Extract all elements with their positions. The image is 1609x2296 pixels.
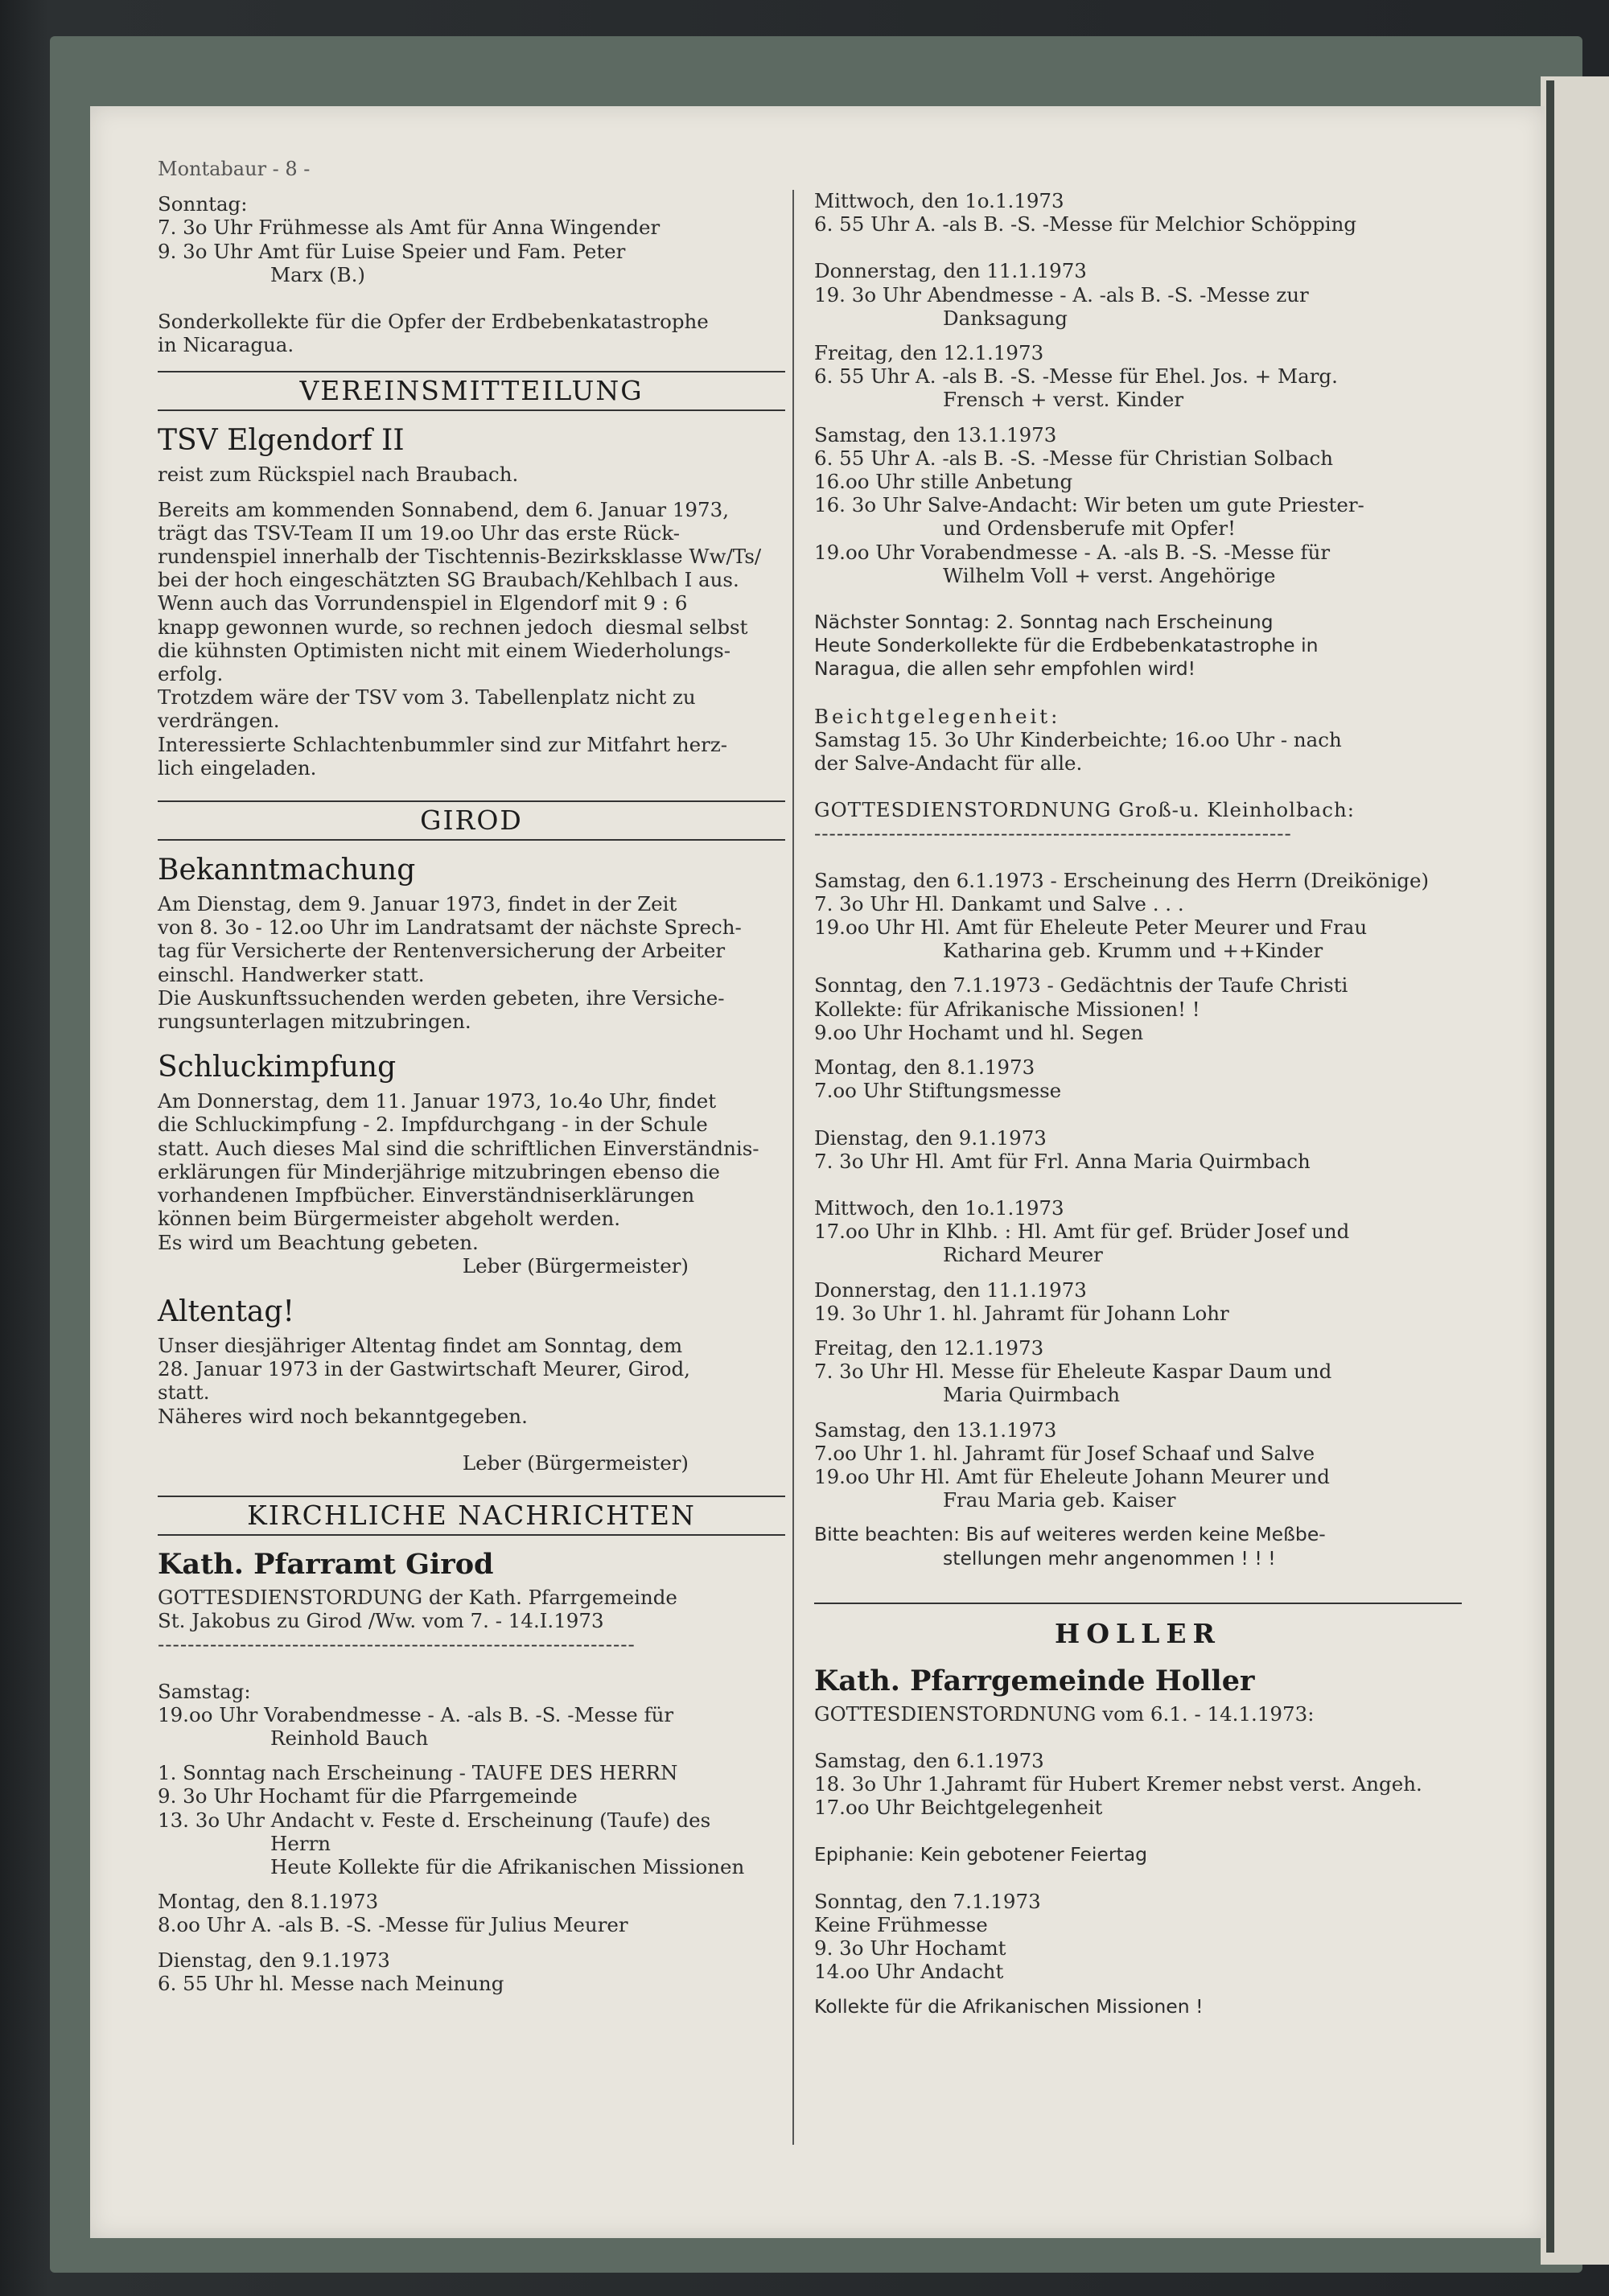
- text-line: Am Donnerstag, dem 11. Januar 1973, 1o.4o Uhr, findet: [158, 1089, 717, 1113]
- altentag-article: [158, 1334, 785, 1475]
- text-line: 19.oo Uhr Vorabendmesse - A. -als B. -S. -Messe für: [158, 1702, 674, 1726]
- article-heading: Kath. Pfarramt Girod: [158, 1547, 494, 1581]
- beicht-label: Beichtgelegenheit:: [814, 704, 1061, 728]
- text-line: können beim Bürgermeister abgeholt werden.: [158, 1207, 621, 1231]
- text-line: Kollekte: für Afrikanische Missionen! !: [814, 997, 1200, 1021]
- text-line: 28. Januar 1973 in der Gastwirtschaft Meurer, Girod,: [158, 1357, 690, 1381]
- text-line: Nächster Sonntag: 2. Sonntag nach Erscheinung: [814, 611, 1274, 634]
- text-line: Freitag, den 12.1.1973: [814, 1335, 1044, 1360]
- text-line: Wilhelm Voll + verst. Angehörige: [943, 563, 1276, 587]
- text-line: Sonderkollekte für die Opfer der Erdbebenkatastrophe: [158, 310, 709, 334]
- text-line: Katharina geb. Krumm und ++Kinder: [943, 939, 1323, 963]
- text-line: die kühnsten Optimisten nicht mit einem Wiederholungs-: [158, 638, 730, 662]
- text-line: 7. 3o Uhr Hl. Amt für Frl. Anna Maria Quirmbach: [814, 1149, 1311, 1173]
- text-line: Epiphanie: Kein gebotener Feiertag: [814, 1842, 1148, 1866]
- text-line: 6. 55 Uhr A. -als B. -S. -Messe für Christian Solbach: [814, 446, 1334, 470]
- signature: Leber (Bürgermeister): [462, 1253, 689, 1278]
- text-line: statt.: [158, 1380, 210, 1405]
- text-line: Wenn auch das Vorrundenspiel in Elgendorf mit 9 : 6: [158, 591, 688, 615]
- article-heading: Altentag!: [158, 1294, 294, 1328]
- girod-gottesdienst: [158, 1586, 785, 1995]
- text-line: bei der hoch eingeschätzten SG Braubach/Kehlbach I aus.: [158, 568, 739, 592]
- left-column: [158, 158, 785, 1995]
- text-line: erfolg.: [158, 662, 224, 686]
- vereins-article: [158, 463, 785, 780]
- text-line: 16. 3o Uhr Salve-Andacht: Wir beten um gute Priester-: [814, 493, 1364, 517]
- article-heading: Kath. Pfarrgemeinde Holler: [814, 1664, 1255, 1697]
- text-line: Sonntag, den 7.1.1973 - Gedächtnis der Taufe Christi: [814, 973, 1348, 998]
- text-line: trägt das TSV-Team II um 19.oo Uhr das erste Rück-: [158, 521, 680, 545]
- text-line: Trotzdem wäre der TSV vom 3. Tabellenplatz nicht zu: [158, 685, 696, 710]
- text-line: Montag, den 8.1.1973: [158, 1890, 379, 1914]
- text-line: Bereits am kommenden Sonnabend, dem 6. Januar 1973,: [158, 497, 729, 521]
- text-line: 9.oo Uhr Hochamt und hl. Segen: [814, 1020, 1144, 1044]
- text-line: von 8. 3o - 12.oo Uhr im Landratsamt der nächste Sprech-: [158, 916, 742, 940]
- text-line: Dienstag, den 9.1.1973: [814, 1125, 1047, 1150]
- article-heading: Schluckimpfung: [158, 1051, 397, 1084]
- text-line: Montag, den 8.1.1973: [814, 1055, 1035, 1080]
- right-column: [814, 189, 1462, 2018]
- text-line: rungsunterlagen mitzubringen.: [158, 1010, 471, 1034]
- text-line: Unser diesjähriger Altentag findet am Sonntag, dem: [158, 1333, 683, 1357]
- text-line: 19.oo Uhr Hl. Amt für Eheleute Johann Meurer und: [814, 1464, 1330, 1488]
- text-line: Samstag, den 6.1.1973 - Erscheinung des Herrn (Dreikönige): [814, 868, 1430, 892]
- text-line: Mittwoch, den 1o.1.1973: [814, 1195, 1064, 1220]
- text-line: reist zum Rückspiel nach Braubach.: [158, 463, 519, 487]
- text-line: Sonntag, den 7.1.1973: [814, 1889, 1041, 1913]
- text-line: Es wird um Beachtung gebeten.: [158, 1230, 479, 1254]
- text-line: knapp gewonnen wurde, so rechnen jedoch diesmal selbst: [158, 615, 748, 639]
- dashed-rule: ----------------------------------------------------------------: [158, 1632, 636, 1656]
- gross-kleinholbach-heading: GOTTESDIENSTORDNUNG Groß-u. Kleinholbach:: [814, 798, 1355, 822]
- text-line: einschl. Handwerker statt.: [158, 962, 425, 986]
- text-line: 7.oo Uhr 1. hl. Jahramt für Josef Schaaf und Salve: [814, 1441, 1315, 1465]
- text-line: 19.oo Uhr Vorabendmesse - A. -als B. -S. -Messe für: [814, 540, 1331, 564]
- text-line: Herrn: [270, 1831, 331, 1855]
- text-line: lich eingeladen.: [158, 755, 317, 780]
- rule: [814, 1603, 1462, 1604]
- text-line: 16.oo Uhr stille Anbetung: [814, 470, 1073, 494]
- intro-block: [158, 192, 785, 356]
- section-title-girod: GIROD: [158, 800, 785, 841]
- notice-line: Bitte beachten: Bis auf weiteres werden keine Meßbe-: [814, 1523, 1326, 1546]
- text-line: Sonntag:: [158, 192, 248, 216]
- text-line: 1. Sonntag nach Erscheinung - TAUFE DES HERRN: [158, 1761, 678, 1785]
- text-line: 7. 3o Uhr Hl. Messe für Eheleute Kaspar Daum und: [814, 1360, 1332, 1384]
- binding-gutter: [1546, 80, 1554, 2253]
- text-line: 17.oo Uhr in Klhb. : Hl. Amt für gef. Brüder Josef und: [814, 1220, 1350, 1244]
- text-line: Näheres wird noch bekanntgegeben.: [158, 1404, 528, 1428]
- signature: Leber (Bürgermeister): [462, 1450, 689, 1475]
- text-line: Richard Meurer: [943, 1243, 1103, 1267]
- text-line: Heute Sonderkollekte für die Erdbebenkatastrophe in: [814, 634, 1319, 657]
- text-line: 19.oo Uhr Hl. Amt für Eheleute Peter Meurer und Frau: [814, 916, 1368, 940]
- running-head: Montabaur - 8 -: [158, 158, 311, 180]
- text-line: Interessierte Schlachtenbummler sind zur Mitfahrt herz-: [158, 732, 728, 756]
- text-line: 9. 3o Uhr Amt für Luise Speier und Fam. Peter: [158, 239, 626, 263]
- text-line: statt. Auch dieses Mal sind die schriftlichen Einverständnis-: [158, 1136, 759, 1160]
- text-line: Dienstag, den 9.1.1973: [158, 1948, 390, 1972]
- text-line: 6. 55 Uhr A. -als B. -S. -Messe für Ehel. Jos. + Marg.: [814, 364, 1338, 389]
- text-line: in Nicaragua.: [158, 333, 294, 357]
- bekanntmachung-article: [158, 892, 785, 1033]
- text-line: Danksagung: [943, 306, 1068, 330]
- text-line: Samstag, den 6.1.1973: [814, 1748, 1044, 1772]
- text-line: Reinhold Bauch: [270, 1726, 429, 1750]
- text-line: 7. 3o Uhr Hl. Dankamt und Salve . . .: [814, 891, 1184, 916]
- text-line: 17.oo Uhr Beichtgelegenheit: [814, 1796, 1103, 1820]
- text-line: 7.oo Uhr Stiftungsmesse: [814, 1079, 1062, 1103]
- text-line: GOTTESDIENSTORDNUNG vom 6.1. - 14.1.1973:: [814, 1701, 1315, 1726]
- text-line: Kollekte für die Afrikanischen Missionen !: [814, 1994, 1204, 2018]
- text-line: 13. 3o Uhr Andacht v. Feste d. Erscheinung (Taufe) des: [158, 1808, 711, 1832]
- dashed-rule: ----------------------------------------------------------------: [814, 821, 1292, 846]
- text-line: Samstag, den 13.1.1973: [814, 422, 1057, 446]
- text-line: 18. 3o Uhr 1.Jahramt für Hubert Kremer nebst verst. Angeh.: [814, 1772, 1422, 1796]
- text-line: rundenspiel innerhalb der Tischtennis-Bezirksklasse Ww/Ts/: [158, 545, 762, 569]
- text-line: GOTTESDIENSTORDUNG der Kath. Pfarrgemeinde: [158, 1585, 677, 1609]
- text-line: 7. 3o Uhr Frühmesse als Amt für Anna Wingender: [158, 216, 660, 240]
- text-line: Freitag, den 12.1.1973: [814, 341, 1044, 365]
- text-line: erklärungen für Minderjährige mitzubringen ebenso die: [158, 1159, 720, 1183]
- section-title-vereinsmitteilung: VEREINSMITTEILUNG: [158, 371, 785, 411]
- text-line: Keine Frühmesse: [814, 1912, 988, 1936]
- text-line: Mittwoch, den 1o.1.1973: [814, 189, 1064, 212]
- text-line: Maria Quirmbach: [943, 1383, 1121, 1407]
- column-divider: [792, 190, 794, 2145]
- text-line: 19. 3o Uhr Abendmesse - A. -als B. -S. -Messe zur: [814, 282, 1309, 307]
- text-line: St. Jakobus zu Girod /Ww. vom 7. - 14.I.1973: [158, 1609, 604, 1633]
- text-line: Samstag:: [158, 1679, 251, 1703]
- text-line: 14.oo Uhr Andacht: [814, 1960, 1004, 1984]
- text-line: 19. 3o Uhr 1. hl. Jahramt für Johann Lohr: [814, 1301, 1229, 1325]
- text-line: Samstag, den 13.1.1973: [814, 1418, 1057, 1442]
- article-heading: TSV Elgendorf II: [158, 424, 405, 458]
- text-line: tag für Versicherte der Rentenversicherung der Arbeiter: [158, 939, 726, 963]
- text-line: Donnerstag, den 11.1.1973: [814, 1278, 1087, 1302]
- text-line: Am Dienstag, dem 9. Januar 1973, findet in der Zeit: [158, 892, 677, 916]
- text-line: Frensch + verst. Kinder: [943, 388, 1184, 412]
- text-line: 6. 55 Uhr A. -als B. -S. -Messe für Melchior Schöpping: [814, 212, 1357, 237]
- text-line: Marx (B.): [270, 262, 365, 286]
- text-line: 9. 3o Uhr Hochamt für die Pfarrgemeinde: [158, 1784, 578, 1808]
- text-line: verdrängen.: [158, 709, 280, 733]
- text-line: 8.oo Uhr A. -als B. -S. -Messe für Julius Meurer: [158, 1913, 628, 1937]
- section-title-kirchliche-nachrichten: KIRCHLICHE NACHRICHTEN: [158, 1496, 785, 1536]
- text-line: 9. 3o Uhr Hochamt: [814, 1936, 1006, 1961]
- text-line: und Ordensberufe mit Opfer!: [943, 516, 1236, 541]
- text-line: Die Auskunftssuchenden werden gebeten, ihre Versiche-: [158, 985, 725, 1010]
- text-line: die Schluckimpfung - 2. Impfdurchgang - in der Schule: [158, 1113, 708, 1137]
- article-heading: Bekanntmachung: [158, 854, 416, 887]
- text-line: Donnerstag, den 11.1.1973: [814, 259, 1087, 283]
- text-line: 6. 55 Uhr hl. Messe nach Meinung: [158, 1971, 504, 1995]
- section-title-holler: HOLLER: [1055, 1617, 1221, 1649]
- text-line: vorhandenen Impfbücher. Einverständniserklärungen: [158, 1183, 695, 1208]
- text-line: der Salve-Andacht für alle.: [814, 751, 1083, 776]
- schluckimpfung-article: [158, 1089, 785, 1278]
- text-line: Frau Maria geb. Kaiser: [943, 1488, 1176, 1512]
- text-line: Samstag 15. 3o Uhr Kinderbeichte; 16.oo Uhr - nach: [814, 727, 1342, 751]
- text-line: Heute Kollekte für die Afrikanischen Missionen: [270, 1854, 745, 1878]
- text-line: Naragua, die allen sehr empfohlen wird!: [814, 657, 1196, 681]
- notice-line: stellungen mehr angenommen ! ! !: [943, 1546, 1276, 1570]
